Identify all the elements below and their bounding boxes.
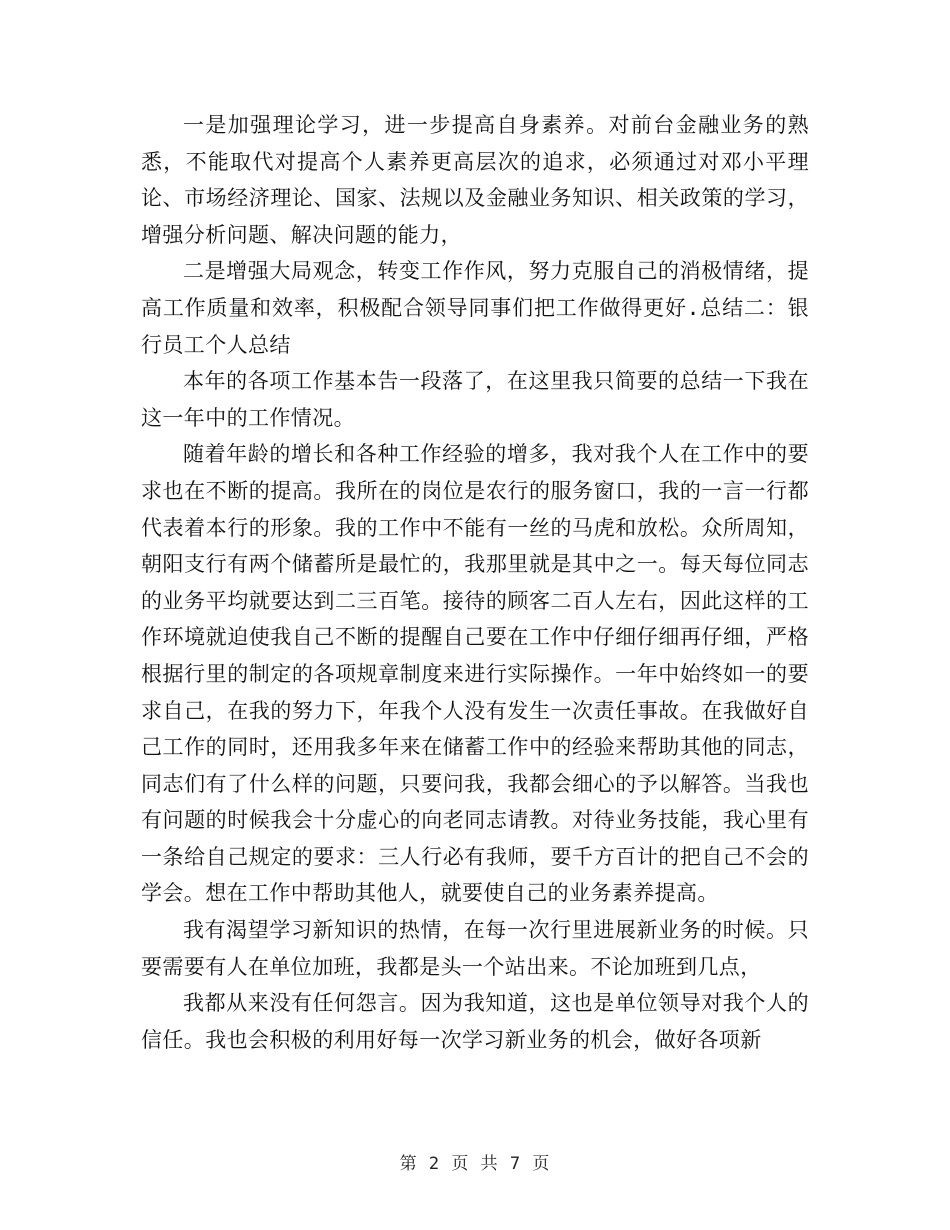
paragraph-theory-study: 一是加强理论学习，进一步提高自身素养。对前台金融业务的熟悉，不能取代对提高个人素养更高层次的追求，必须通过对邓小平理论、市场经济理论、国家、法规以及金融业务知识、相关政策的学习，增强分析问题、解决问题的能力，	[141, 113, 809, 247]
paragraph-no-complaints: 我都从来没有任何怨言。因为我知道，这也是单位领导对我个人的信任。我也会积极的利用好每一次学习新业务的机会，做好各项新	[141, 991, 809, 1052]
paragraph-overall-view: 二是增强大局观念，转变工作作风，努力克服自己的消极情绪，提高工作质量和效率，积极配合领导同事们把工作做得更好.总结二：银行员工个人总结	[141, 259, 809, 357]
paragraph-year-summary-intro: 本年的各项工作基本告一段落了，在这里我只简要的总结一下我在这一年中的工作情况。	[141, 369, 809, 430]
paragraph-learning-enthusiasm: 我有渴望学习新知识的热情，在每一次行里进展新业务的时候。只要需要有人在单位加班，我都是头一个站出来。不论加班到几点，	[141, 918, 809, 979]
paragraph-work-requirements: 随着年龄的增长和各种工作经验的增多，我对我个人在工作中的要求也在不断的提高。我所在的岗位是农行的服务窗口，我的一言一行都代表着本行的形象。我的工作中不能有一丝的马虎和放松。众所周知，朝阳支行有两个储蓄所是最忙的，我那里就是其中之一。每天每位同志的业务平均就要达到二三百笔。接待的顾客二百人左右，因此这样的工作环境就迫使我自己不断的提醒自己要在工作中仔细仔细再仔细，严格根据行里的制定的各项规章制度来进行实际操作。一年中始终如一的要求自己，在我的努力下，年我个人没有发生一次责任事故。在我做好自己工作的同时，还用我多年来在储蓄工作中的经验来帮助其他的同志，同志们有了什么样的问题，只要问我，我都会细心的予以解答。当我也有问题的时候我会十分虚心的向老同志请教。对待业务技能，我心里有一条给自己规定的要求：三人行必有我师，要千方百计的把自己不会的学会。想在工作中帮助其他人，就要使自己的业务素养提高。	[141, 442, 809, 906]
page-number-footer: 第 2 页 共 7 页	[399, 1154, 551, 1174]
document-body	[141, 107, 809, 1058]
